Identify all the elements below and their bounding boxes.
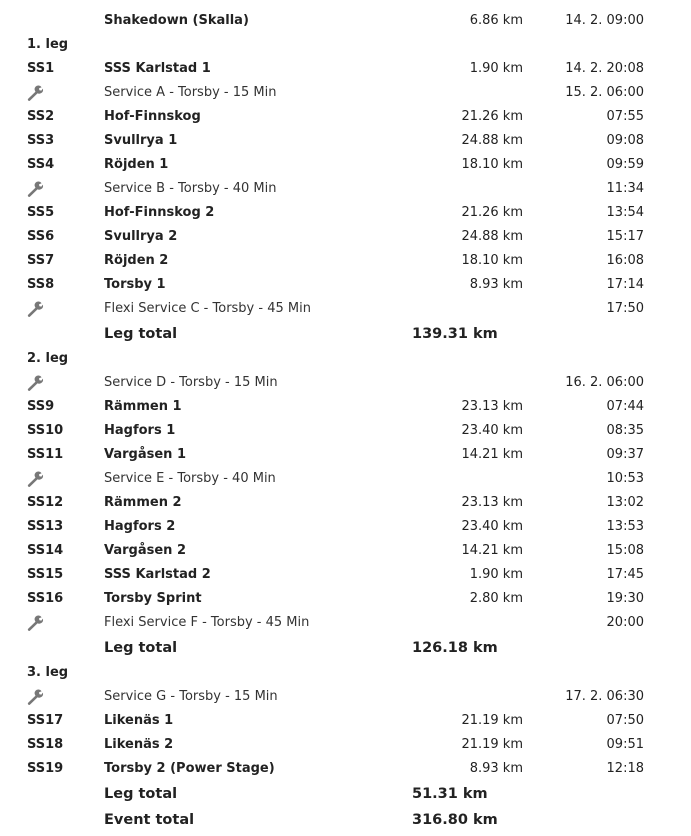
stage-id: SS6 (27, 229, 55, 244)
stage-time: 13:53 (606, 519, 644, 534)
service-row (0, 685, 691, 709)
stage-name: Svullrya 2 (104, 229, 178, 244)
stage-distance: 14.21 km (461, 543, 523, 558)
service-row (0, 81, 691, 105)
stage-row (0, 273, 691, 297)
stage-distance: 21.26 km (461, 109, 523, 124)
stage-time: 14. 2. 09:00 (565, 13, 644, 28)
stage-name: Likenäs 2 (104, 737, 174, 752)
stage-distance: 18.10 km (461, 253, 523, 268)
stage-name: Hof-Finnskog (104, 109, 201, 124)
stage-distance: 8.93 km (469, 277, 523, 292)
stage-distance: 18.10 km (461, 157, 523, 172)
service-name: Flexi Service C - Torsby - 45 Min (104, 301, 311, 316)
stage-time: 16:08 (606, 253, 644, 268)
total-label: Leg total (104, 640, 178, 656)
stage-name: Rämmen 2 (104, 495, 182, 510)
service-row (0, 177, 691, 201)
stage-row (0, 757, 691, 781)
stage-distance: 23.13 km (461, 399, 523, 414)
stage-id: SS8 (27, 277, 55, 292)
stage-id: SS5 (27, 205, 55, 220)
total-distance: 126.18 km (412, 640, 498, 656)
total-label: Event total (104, 812, 195, 828)
stage-id: SS7 (27, 253, 55, 268)
stage-time: 13:02 (606, 495, 644, 510)
stage-row (0, 395, 691, 419)
stage-row (0, 539, 691, 563)
service-time: 16. 2. 06:00 (565, 375, 644, 390)
stage-row (0, 733, 691, 757)
stage-distance: 1.90 km (469, 61, 523, 76)
stage-distance: 2.80 km (469, 591, 523, 606)
stage-distance: 6.86 km (469, 13, 523, 28)
stage-time: 17:45 (606, 567, 644, 582)
stage-id: SS11 (27, 447, 64, 462)
stage-id: SS19 (27, 761, 64, 776)
stage-time: 09:51 (606, 737, 644, 752)
stage-row (0, 587, 691, 611)
stage-distance: 24.88 km (461, 229, 523, 244)
stage-row (0, 515, 691, 539)
total-row (0, 807, 691, 833)
stage-name: Vargåsen 1 (104, 447, 186, 462)
stage-row (0, 563, 691, 587)
service-time: 11:34 (606, 181, 644, 196)
stage-time: 07:44 (606, 399, 644, 414)
service-name: Service B - Torsby - 40 Min (104, 181, 277, 196)
stage-row (0, 249, 691, 273)
stage-time: 09:08 (606, 133, 644, 148)
stage-id: SS4 (27, 157, 55, 172)
wrench-icon (26, 375, 44, 391)
service-time: 17. 2. 06:30 (565, 689, 644, 704)
stage-distance: 23.40 km (461, 519, 523, 534)
stage-row (0, 9, 691, 33)
stage-row (0, 709, 691, 733)
stage-name: Rämmen 1 (104, 399, 182, 414)
stage-time: 09:59 (606, 157, 644, 172)
stage-distance: 23.40 km (461, 423, 523, 438)
stage-name: Likenäs 1 (104, 713, 174, 728)
service-name: Service E - Torsby - 40 Min (104, 471, 276, 486)
stage-distance: 8.93 km (469, 761, 523, 776)
stage-row (0, 129, 691, 153)
stage-name: Hagfors 2 (104, 519, 176, 534)
stage-name: Torsby 2 (Power Stage) (104, 761, 275, 776)
stage-distance: 21.19 km (461, 737, 523, 752)
total-label: Leg total (104, 786, 178, 802)
service-time: 20:00 (606, 615, 644, 630)
leg-heading (0, 661, 691, 685)
leg-title: 2. leg (27, 351, 69, 366)
stage-name: Hagfors 1 (104, 423, 176, 438)
total-distance: 139.31 km (412, 326, 498, 342)
stage-time: 14. 2. 20:08 (565, 61, 644, 76)
stage-distance: 21.19 km (461, 713, 523, 728)
stage-row (0, 201, 691, 225)
service-time: 17:50 (606, 301, 644, 316)
stage-time: 15:08 (606, 543, 644, 558)
stage-distance: 23.13 km (461, 495, 523, 510)
service-row (0, 297, 691, 321)
stage-id: SS15 (27, 567, 64, 582)
leg-heading (0, 347, 691, 371)
stage-id: SS16 (27, 591, 64, 606)
total-row (0, 781, 691, 807)
stage-time: 07:50 (606, 713, 644, 728)
stage-id: SS3 (27, 133, 55, 148)
service-name: Service A - Torsby - 15 Min (104, 85, 277, 100)
total-row (0, 635, 691, 661)
stage-time: 13:54 (606, 205, 644, 220)
stage-id: SS10 (27, 423, 64, 438)
stage-name: SSS Karlstad 1 (104, 61, 211, 76)
stage-id: SS18 (27, 737, 64, 752)
leg-title: 3. leg (27, 665, 69, 680)
service-row (0, 371, 691, 395)
stage-name: Röjden 2 (104, 253, 169, 268)
stage-distance: 21.26 km (461, 205, 523, 220)
stage-name: Svullrya 1 (104, 133, 178, 148)
stage-id: SS12 (27, 495, 64, 510)
stage-time: 08:35 (606, 423, 644, 438)
stage-name: Vargåsen 2 (104, 543, 186, 558)
stage-distance: 24.88 km (461, 133, 523, 148)
wrench-icon (26, 471, 44, 487)
service-name: Service D - Torsby - 15 Min (104, 375, 278, 390)
total-distance: 316.80 km (412, 812, 498, 828)
service-row (0, 467, 691, 491)
stage-id: SS9 (27, 399, 55, 414)
stage-name: SSS Karlstad 2 (104, 567, 211, 582)
stage-name: Shakedown (Skalla) (104, 13, 249, 28)
stage-name: Röjden 1 (104, 157, 169, 172)
stage-row (0, 225, 691, 249)
stage-row (0, 57, 691, 81)
wrench-icon (26, 615, 44, 631)
stage-name: Hof-Finnskog 2 (104, 205, 215, 220)
wrench-icon (26, 85, 44, 101)
total-distance: 51.31 km (412, 786, 488, 802)
stage-time: 07:55 (606, 109, 644, 124)
stage-row (0, 443, 691, 467)
stage-time: 12:18 (606, 761, 644, 776)
stage-distance: 14.21 km (461, 447, 523, 462)
stage-time: 19:30 (606, 591, 644, 606)
wrench-icon (26, 689, 44, 705)
stage-row (0, 419, 691, 443)
service-row (0, 611, 691, 635)
stage-id: SS2 (27, 109, 55, 124)
stage-row (0, 105, 691, 129)
service-time: 10:53 (606, 471, 644, 486)
stage-id: SS14 (27, 543, 64, 558)
stage-row (0, 153, 691, 177)
service-name: Flexi Service F - Torsby - 45 Min (104, 615, 310, 630)
stage-time: 15:17 (606, 229, 644, 244)
wrench-icon (26, 181, 44, 197)
leg-heading (0, 33, 691, 57)
leg-title: 1. leg (27, 37, 69, 52)
stage-distance: 1.90 km (469, 567, 523, 582)
stage-time: 09:37 (606, 447, 644, 462)
stage-id: SS1 (27, 61, 55, 76)
stage-name: Torsby Sprint (104, 591, 202, 606)
stage-row (0, 491, 691, 515)
total-label: Leg total (104, 326, 178, 342)
service-name: Service G - Torsby - 15 Min (104, 689, 278, 704)
stage-id: SS13 (27, 519, 64, 534)
service-time: 15. 2. 06:00 (565, 85, 644, 100)
wrench-icon (26, 301, 44, 317)
stage-time: 17:14 (606, 277, 644, 292)
total-row (0, 321, 691, 347)
stage-name: Torsby 1 (104, 277, 166, 292)
stage-id: SS17 (27, 713, 64, 728)
